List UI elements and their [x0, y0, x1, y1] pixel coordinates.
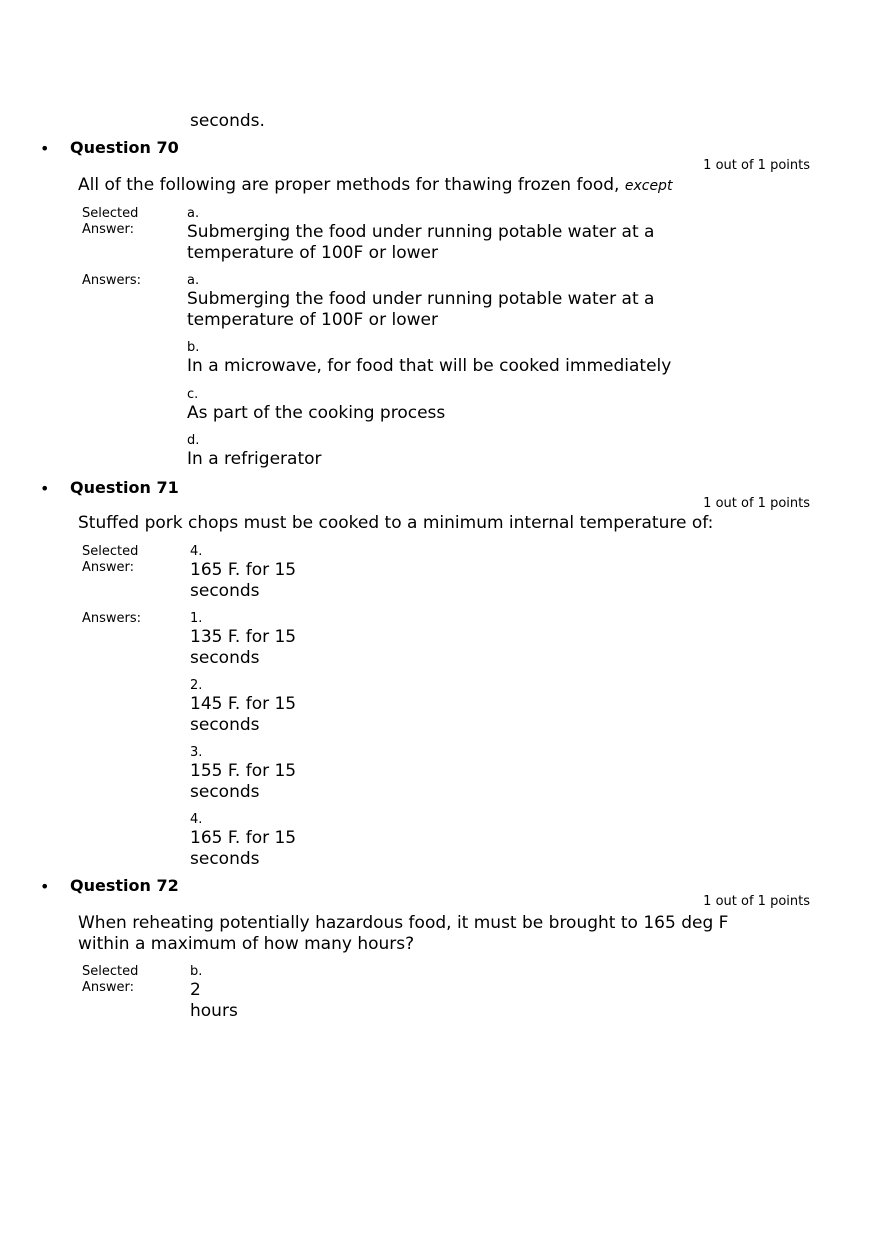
answer-option-2 [190, 678, 315, 736]
question-text-main: All of the following are proper methods for thawing frozen food, [78, 175, 620, 195]
bullet-icon: • [40, 479, 50, 498]
option-text: Submerging the food under running potable water at a temperature of 100F or lower [187, 222, 655, 263]
option-text: 165 F. for 15 seconds [190, 560, 297, 601]
answers-label: Answers: [82, 273, 142, 288]
option-letter: 4. [190, 812, 203, 827]
answer-option-a [187, 273, 687, 331]
option-letter: b. [190, 964, 203, 979]
points-label: 1 out of 1 points [703, 894, 810, 909]
question-text-emphasis: except [624, 178, 673, 194]
selected-answer-label: Selected Answer: [82, 964, 139, 995]
option-text: Submerging the food under running potable water at a temperature of 100F or lower [187, 289, 655, 330]
question-text: When reheating potentially hazardous food, it must be brought to 165 deg F within a maximum of how many hours? [78, 913, 729, 954]
option-letter: a. [187, 273, 200, 288]
answers-label: Answers: [82, 611, 142, 626]
option-letter: 4. [190, 544, 203, 559]
option-text: 165 F. for 15 seconds [190, 828, 297, 869]
option-letter: 3. [190, 745, 203, 760]
points-label: 1 out of 1 points [703, 496, 810, 511]
option-text: 155 F. for 15 seconds [190, 761, 297, 802]
option-letter: 1. [190, 611, 203, 626]
option-text: In a microwave, for food that will be cooked immediately [187, 356, 672, 376]
option-text: 135 F. for 15 seconds [190, 627, 297, 668]
question-title: Question 72 [70, 876, 179, 895]
question-text [78, 175, 738, 197]
question-text: Stuffed pork chops must be cooked to a minimum internal temperature of: [78, 513, 714, 533]
option-letter: c. [187, 387, 199, 402]
option-letter: b. [187, 340, 200, 355]
selected-answer-label: Selected Answer: [82, 544, 139, 575]
answer-option-4 [190, 812, 315, 870]
answer-option-1 [190, 611, 315, 669]
option-letter: a. [187, 206, 200, 221]
answer-option-c [187, 387, 687, 424]
carryover-text: seconds. [190, 111, 265, 131]
answer-option-b [187, 340, 707, 377]
selected-answer [190, 544, 315, 602]
bullet-icon: • [40, 139, 50, 158]
option-text: 2 hours [190, 980, 238, 1021]
answer-option-3 [190, 745, 315, 803]
option-text: As part of the cooking process [187, 403, 446, 423]
points-label: 1 out of 1 points [703, 158, 810, 173]
question-title: Question 71 [70, 478, 179, 497]
option-text: 145 F. for 15 seconds [190, 694, 297, 735]
option-letter: d. [187, 433, 200, 448]
answer-option-d [187, 433, 687, 470]
selected-answer-label: Selected Answer: [82, 206, 139, 237]
question-title: Question 70 [70, 138, 179, 157]
option-text: In a refrigerator [187, 449, 322, 469]
selected-answer [190, 964, 250, 1022]
selected-answer [187, 206, 687, 264]
option-letter: 2. [190, 678, 203, 693]
bullet-icon: • [40, 877, 50, 896]
